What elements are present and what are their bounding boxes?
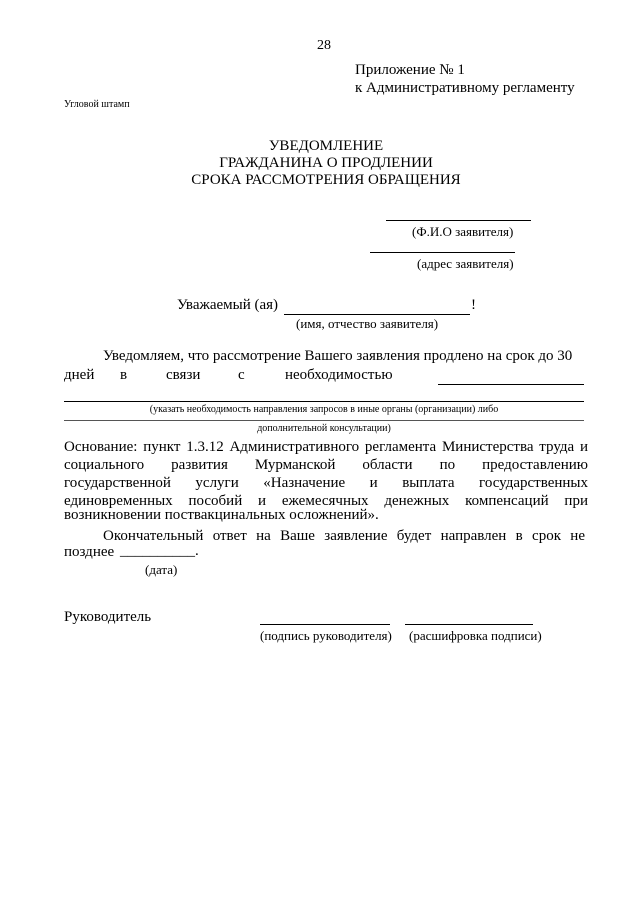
final-date-blank: __________. <box>120 543 199 559</box>
necessity-line-second <box>64 420 584 421</box>
notice-word-days: дней <box>64 367 95 383</box>
necessity-caption-line1: (указать необходимость направления запросов в иные органы (организации) либо <box>149 404 499 415</box>
signature-decode-line <box>405 624 533 625</box>
notice-word-connection: связи <box>166 367 201 383</box>
signature-decode-caption: (расшифровка подписи) <box>409 628 542 643</box>
corner-stamp-label: Угловой штамп <box>64 99 130 110</box>
notice-word-necessity: необходимостью <box>285 367 393 383</box>
applicant-fio-caption: (Ф.И.О заявителя) <box>412 224 514 239</box>
final-line1: Окончательный ответ на Ваше заявление будет направлен в срок не <box>103 528 585 544</box>
basis-line1: Основание: пункт 1.3.12 Административного регламента Министерства труда и <box>64 439 588 455</box>
necessity-line-full <box>64 401 584 402</box>
greeting-exclamation: ! <box>471 297 476 313</box>
date-caption: (дата) <box>145 562 178 577</box>
greeting-name-line <box>284 314 470 315</box>
title-line2: ГРАЖДАНИНА О ПРОДЛЕНИИ <box>219 155 433 171</box>
appendix-line2: к Административному регламенту <box>355 80 575 96</box>
basis-line4: единовременных пособий и ежемесячных денежных компенсаций при <box>64 493 588 509</box>
greeting-caption: (имя, отчество заявителя) <box>296 316 439 331</box>
signature-label: Руководитель <box>64 609 152 625</box>
applicant-address-line <box>370 252 515 253</box>
basis-line3: государственной услуги «Назначение и выплата государственных <box>64 475 588 491</box>
greeting-text: Уважаемый (ая) <box>177 297 279 313</box>
applicant-fio-line <box>386 220 531 221</box>
page-number: 28 <box>317 38 331 53</box>
title-line3: СРОКА РАССМОТРЕНИЯ ОБРАЩЕНИЯ <box>191 172 461 188</box>
title-line1: УВЕДОМЛЕНИЕ <box>268 138 384 154</box>
notice-line1: Уведомляем, что рассмотрение Вашего заявления продлено на срок до 30 <box>103 348 573 364</box>
basis-line5: возникновении поствакцинальных осложнений». <box>64 507 379 523</box>
signature-sign-caption: (подпись руководителя) <box>260 628 392 643</box>
notice-word-with: с <box>238 367 245 383</box>
necessity-caption-line2: дополнительной консультации) <box>257 423 391 434</box>
basis-line2: социального развития Мурманской области по предоставлению <box>64 457 588 473</box>
appendix-line1: Приложение № 1 <box>355 62 465 78</box>
necessity-line-inline <box>438 384 584 385</box>
final-line2-prefix: позднее <box>64 544 115 560</box>
applicant-address-caption: (адрес заявителя) <box>417 256 514 271</box>
signature-sign-line <box>260 624 390 625</box>
notice-word-in: в <box>120 367 128 383</box>
